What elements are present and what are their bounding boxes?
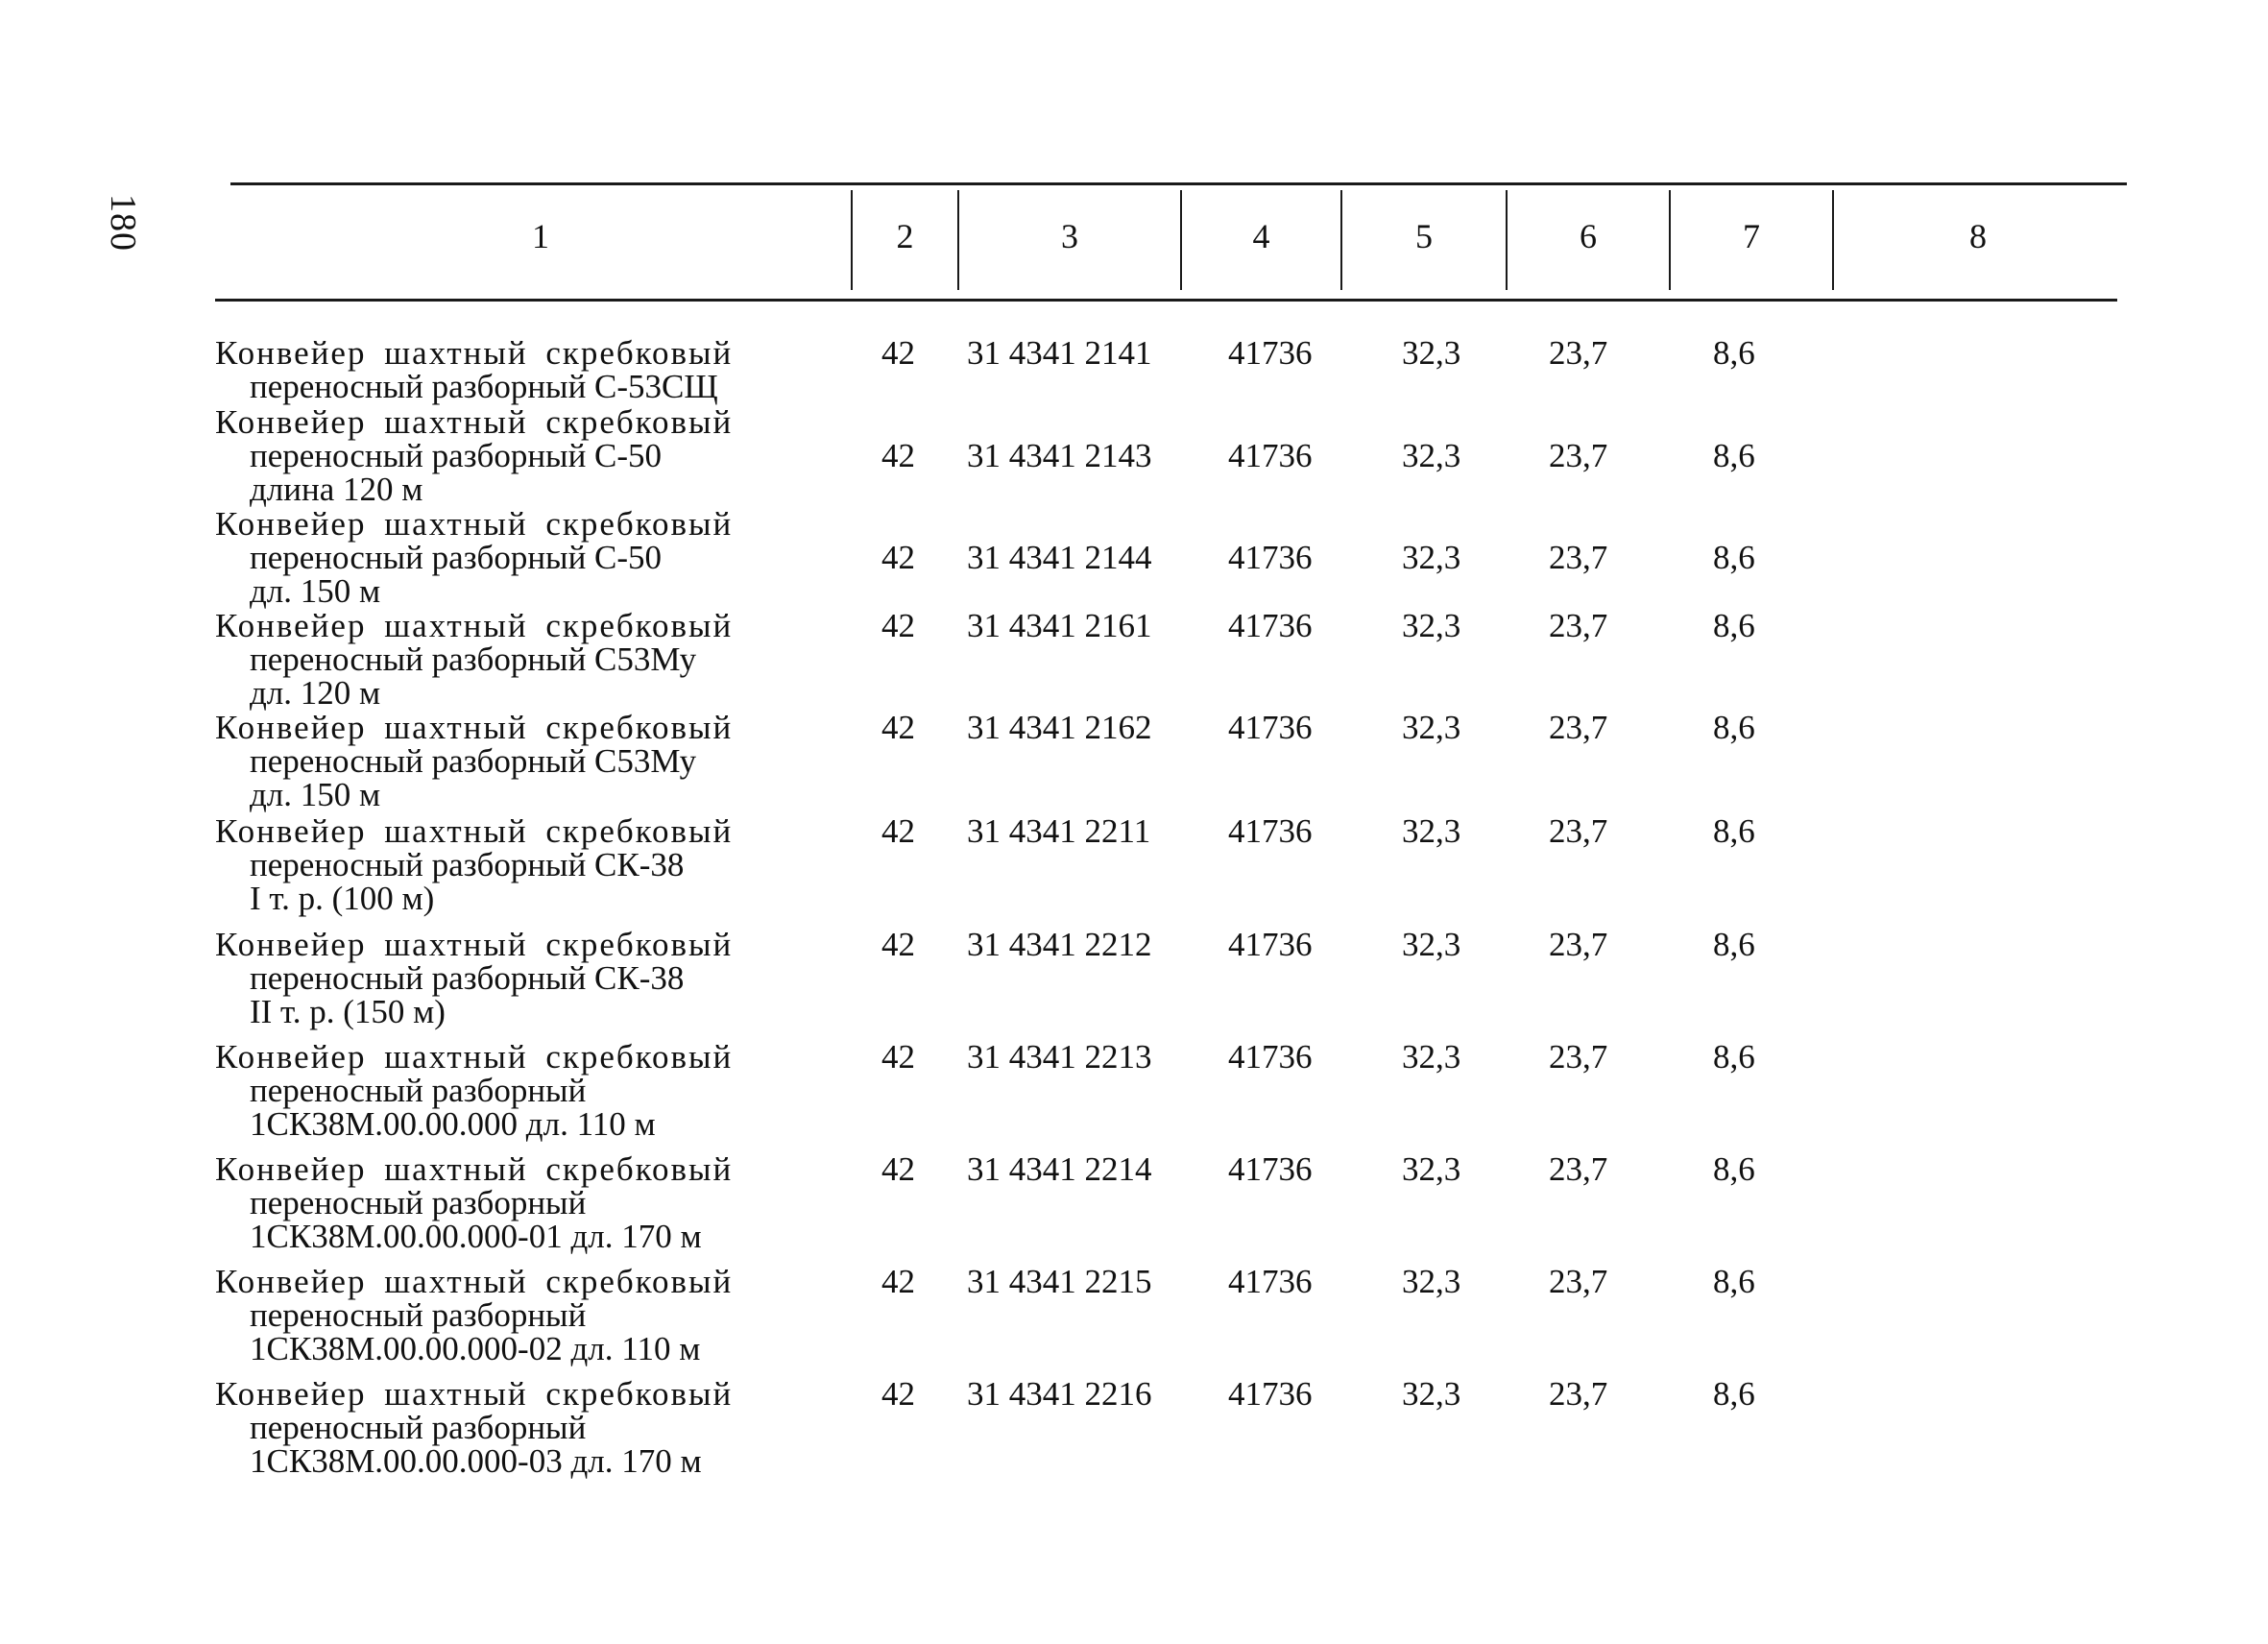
- cell-col6: 23,7: [1549, 1150, 1608, 1188]
- cell-col2: 42: [881, 1263, 915, 1300]
- column-header-6: 6: [1580, 217, 1597, 255]
- cell-col5: 32,3: [1402, 1150, 1461, 1188]
- cell-col3: 31 4341 2144: [967, 539, 1152, 576]
- cell-col2: 42: [881, 539, 915, 576]
- cell-col6: 23,7: [1549, 607, 1608, 644]
- cell-col7: 8,6: [1713, 1038, 1755, 1076]
- item-name: [215, 814, 733, 915]
- cell-col7: 8,6: [1713, 1150, 1755, 1188]
- item-name-line: 1СК38М.00.00.000 дл. 110 м: [250, 1105, 656, 1143]
- cell-col4: 41736: [1228, 607, 1313, 644]
- item-name-line: Конвейер шахтный скребковый: [215, 1038, 734, 1076]
- item-name: [215, 1152, 733, 1253]
- item-name-line: Конвейер шахтный скребковый: [215, 926, 734, 963]
- item-name-line: переносный разборный: [250, 1072, 587, 1109]
- item-name-line: переносный разборный С53Му: [250, 742, 697, 780]
- item-name-line: Конвейер шахтный скребковый: [215, 812, 734, 850]
- cell-col4: 41736: [1228, 709, 1313, 746]
- column-header-7: 7: [1743, 217, 1760, 255]
- cell-col7: 8,6: [1713, 539, 1755, 576]
- item-name-line: Конвейер шахтный скребковый: [215, 1375, 734, 1413]
- cell-col6: 23,7: [1549, 437, 1608, 474]
- cell-col7: 8,6: [1713, 709, 1755, 746]
- cell-col3: 31 4341 2141: [967, 334, 1152, 372]
- item-name-line: переносный разборный С-50: [250, 539, 663, 576]
- cell-col2: 42: [881, 607, 915, 644]
- table-header-bottom-rule: [215, 299, 2117, 302]
- cell-col3: 31 4341 2143: [967, 437, 1152, 474]
- item-name-line: переносный разборный: [250, 1409, 587, 1446]
- cell-col3: 31 4341 2212: [967, 926, 1152, 963]
- cell-col3: 31 4341 2215: [967, 1263, 1152, 1300]
- cell-col6: 23,7: [1549, 709, 1608, 746]
- cell-col2: 42: [881, 334, 915, 372]
- cell-col5: 32,3: [1402, 709, 1461, 746]
- cell-col6: 23,7: [1549, 334, 1608, 372]
- cell-col6: 23,7: [1549, 812, 1608, 850]
- cell-col4: 41736: [1228, 926, 1313, 963]
- item-name-line: Конвейер шахтный скребковый: [215, 1263, 734, 1300]
- item-name-line: Конвейер шахтный скребковый: [215, 709, 734, 746]
- column-header-1: 1: [532, 217, 549, 255]
- cell-col4: 41736: [1228, 1150, 1313, 1188]
- column-header-5: 5: [1415, 217, 1433, 255]
- cell-col3: 31 4341 2161: [967, 607, 1152, 644]
- cell-col5: 32,3: [1402, 1038, 1461, 1076]
- cell-col5: 32,3: [1402, 1375, 1461, 1413]
- item-name-line: дл. 120 м: [250, 674, 381, 712]
- item-name-line: переносный разборный С-53СЩ: [250, 368, 718, 405]
- item-name-line: Конвейер шахтный скребковый: [215, 607, 734, 644]
- cell-col4: 41736: [1228, 812, 1313, 850]
- cell-col7: 8,6: [1713, 437, 1755, 474]
- cell-col2: 42: [881, 437, 915, 474]
- item-name: [215, 1040, 733, 1141]
- cell-col3: 31 4341 2162: [967, 709, 1152, 746]
- item-name-line: переносный разборный С-50: [250, 437, 663, 474]
- item-name-line: Конвейер шахтный скребковый: [215, 403, 734, 441]
- item-name: [215, 336, 733, 403]
- item-name-line: переносный разборный С53Му: [250, 641, 697, 678]
- cell-col5: 32,3: [1402, 926, 1461, 963]
- cell-col7: 8,6: [1713, 334, 1755, 372]
- cell-col5: 32,3: [1402, 607, 1461, 644]
- cell-col6: 23,7: [1549, 1263, 1608, 1300]
- item-name: [215, 1377, 733, 1478]
- item-name-line: переносный разборный: [250, 1184, 587, 1221]
- cell-col4: 41736: [1228, 1263, 1313, 1300]
- item-name: [215, 928, 733, 1028]
- cell-col2: 42: [881, 812, 915, 850]
- item-name-line: Конвейер шахтный скребковый: [215, 1150, 734, 1188]
- cell-col3: 31 4341 2211: [967, 812, 1151, 850]
- cell-col4: 41736: [1228, 1038, 1313, 1076]
- item-name: [215, 1265, 733, 1366]
- item-name-line: I т. р. (100 м): [250, 880, 435, 917]
- cell-col4: 41736: [1228, 1375, 1313, 1413]
- cell-col7: 8,6: [1713, 812, 1755, 850]
- item-name-line: 1СК38М.00.00.000-03 дл. 170 м: [250, 1442, 702, 1480]
- cell-col3: 31 4341 2214: [967, 1150, 1152, 1188]
- column-header-2: 2: [896, 217, 914, 255]
- cell-col2: 42: [881, 709, 915, 746]
- item-name-line: дл. 150 м: [250, 776, 381, 813]
- item-name-line: переносный разборный СК-38: [250, 959, 685, 997]
- item-name: [215, 711, 733, 811]
- cell-col5: 32,3: [1402, 812, 1461, 850]
- cell-col6: 23,7: [1549, 926, 1608, 963]
- cell-col5: 32,3: [1402, 1263, 1461, 1300]
- page-number: 180: [103, 194, 143, 252]
- item-name-line: дл. 150 м: [250, 572, 381, 610]
- cell-col4: 41736: [1228, 334, 1313, 372]
- cell-col7: 8,6: [1713, 607, 1755, 644]
- cell-col2: 42: [881, 1150, 915, 1188]
- cell-col3: 31 4341 2213: [967, 1038, 1152, 1076]
- cell-col7: 8,6: [1713, 1263, 1755, 1300]
- cell-col2: 42: [881, 1375, 915, 1413]
- item-name: [215, 507, 733, 608]
- column-header-4: 4: [1252, 217, 1270, 255]
- cell-col7: 8,6: [1713, 926, 1755, 963]
- cell-col6: 23,7: [1549, 1038, 1608, 1076]
- cell-col2: 42: [881, 926, 915, 963]
- cell-col5: 32,3: [1402, 334, 1461, 372]
- item-name-line: II т. р. (150 м): [250, 993, 446, 1030]
- cell-col4: 41736: [1228, 539, 1313, 576]
- item-name-line: переносный разборный СК-38: [250, 846, 685, 883]
- item-name-line: Конвейер шахтный скребковый: [215, 505, 734, 543]
- column-header-8: 8: [1969, 217, 1987, 255]
- item-name: [215, 609, 733, 710]
- cell-col6: 23,7: [1549, 1375, 1608, 1413]
- column-header-3: 3: [1061, 217, 1078, 255]
- cell-col5: 32,3: [1402, 539, 1461, 576]
- item-name-line: переносный разборный: [250, 1296, 587, 1334]
- cell-col5: 32,3: [1402, 437, 1461, 474]
- item-name-line: 1СК38М.00.00.000-02 дл. 110 м: [250, 1330, 701, 1367]
- cell-col3: 31 4341 2216: [967, 1375, 1152, 1413]
- cell-col7: 8,6: [1713, 1375, 1755, 1413]
- cell-col4: 41736: [1228, 437, 1313, 474]
- item-name-line: Конвейер шахтный скребковый: [215, 334, 734, 372]
- item-name: [215, 405, 733, 506]
- cell-col2: 42: [881, 1038, 915, 1076]
- item-name-line: 1СК38М.00.00.000-01 дл. 170 м: [250, 1218, 702, 1255]
- cell-col6: 23,7: [1549, 539, 1608, 576]
- item-name-line: длина 120 м: [250, 471, 423, 508]
